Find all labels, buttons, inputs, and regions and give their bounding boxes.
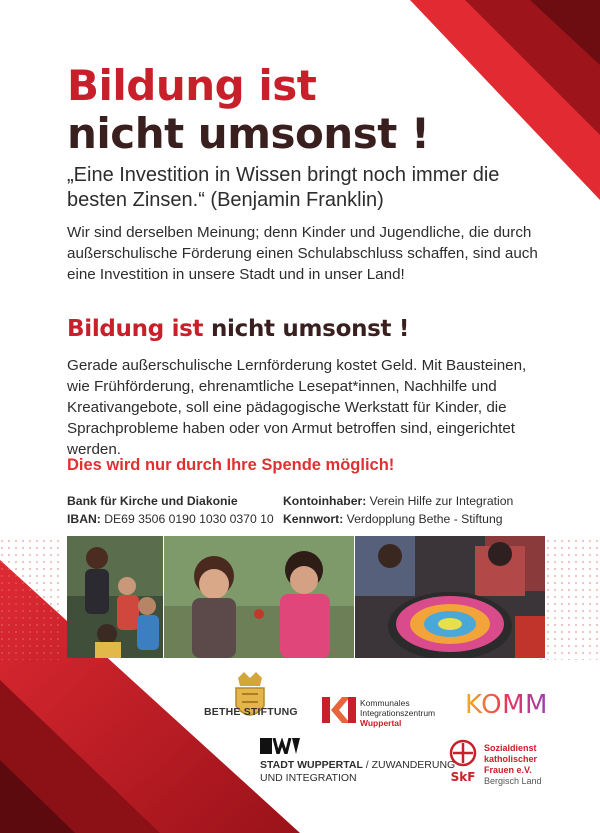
ki-line3: Wuppertal [360, 718, 402, 728]
account-holder-value: Verein Hilfe zur Integration [369, 494, 514, 508]
skf-logo-icon [447, 739, 483, 783]
subheadline-dark: nicht umsonst ! [210, 316, 410, 342]
iban-value: DE69 3506 0190 1030 0370 10 [104, 512, 274, 526]
skf-abbr: SkF [450, 770, 476, 783]
bank-details-left [67, 492, 274, 528]
skf-label [484, 743, 542, 787]
ki-line2: Integrationszentrum [360, 708, 436, 718]
subheadline [67, 314, 409, 344]
account-holder-label: Kontoinhaber: [283, 494, 367, 508]
donation-call-to-action: Dies wird nur durch Ihre Spende möglich! [67, 456, 395, 474]
komm-label: KOMM [465, 690, 548, 720]
wuppertal-rest: / ZUWANDERUNG [365, 759, 456, 771]
komm-logo [465, 690, 548, 720]
quote: „Eine Investition in Wissen bringt noch immer die besten Zinsen.“ (Benjamin Franklin) [67, 164, 500, 211]
headline-line2: nicht umsonst ! [67, 109, 430, 158]
skf-line1: Sozialdienst [484, 743, 537, 753]
wuppertal-logo-icon [260, 738, 300, 754]
photo-painting-activity [355, 536, 545, 658]
photo-strip [67, 536, 545, 658]
skf-line2: katholischer [484, 754, 538, 764]
intro-paragraph: Wir sind derselben Meinung; denn Kinder und Jugendliche, die durch außerschulische Förderung einen Schulabschluss schaffen, sind auch eine Investition in unsere Stadt und in unser Land! [67, 224, 538, 283]
bank-name: Bank für Kirche und Diakonie [67, 494, 238, 508]
headline-line1: Bildung ist [67, 61, 317, 110]
photo-girls-playing [164, 536, 354, 658]
bank-details-right [283, 492, 513, 528]
photo-children-group [67, 536, 163, 658]
ki-label [360, 698, 435, 728]
skf-line4: Bergisch Land [484, 776, 542, 786]
wuppertal-label [260, 759, 455, 785]
body-paragraph: Gerade außerschulische Lernförderung kostet Geld. Mit Bausteinen, wie Frühförderung, ehrenamtliche Lesepat*innen, Nachhilfe und Kreativangebote, soll eine pädagogische Werkstatt für Kinder, die Sprachprobleme haben oder von Armut betroffen sind, eingerichtet werden. [67, 357, 527, 458]
ki-logo-icon [322, 697, 356, 723]
skf-line3: Frauen e.V. [484, 765, 532, 775]
wuppertal-bold: STADT WUPPERTAL [260, 759, 363, 771]
subheadline-red: Bildung ist [67, 316, 204, 342]
iban-label: IBAN: [67, 512, 101, 526]
ki-line1: Kommunales [360, 698, 410, 708]
wuppertal-line2: UND INTEGRATION [260, 772, 357, 784]
reference-value: Verdopplung Bethe - Stiftung [346, 512, 503, 526]
reference-label: Kennwort: [283, 512, 344, 526]
bethe-stiftung-label: BETHE STIFTUNG [204, 706, 298, 718]
